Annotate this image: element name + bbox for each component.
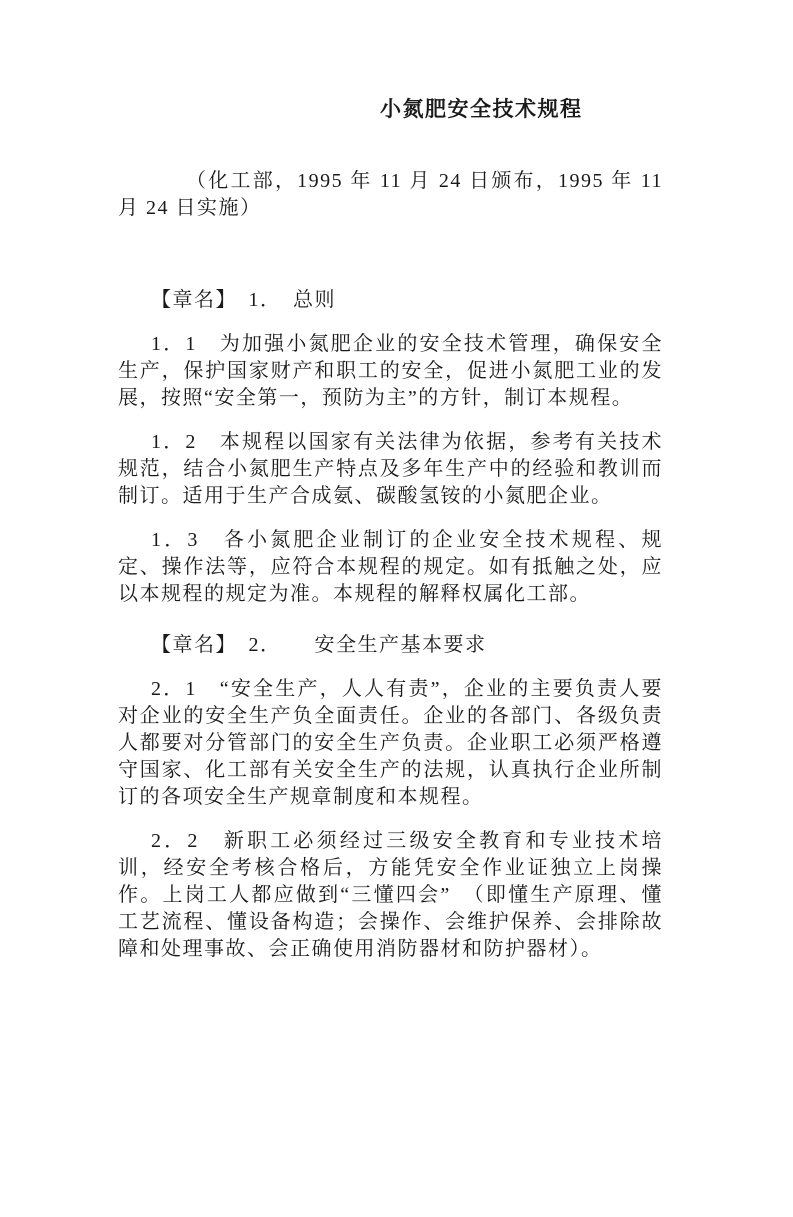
chapter-heading-1: 【章名】 1． 总则 bbox=[151, 289, 336, 311]
paragraph-1-1: 1．1 为加强小氮肥企业的安全技术管理，确保安全生产，保护国家财产和职工的安全，促进小氮肥工业的发展，按照“安全第一，预防为主”的方针，制订本规程。 bbox=[118, 333, 663, 409]
document-title: 小氮肥安全技术规程 bbox=[380, 97, 583, 121]
paragraph-1-3: 1．3 各小氮肥企业制订的企业安全技术规程、规定、操作法等，应符合本规程的规定。如有抵触之处，应以本规程的规定为准。本规程的解释权属化工部。 bbox=[118, 529, 663, 605]
document-page bbox=[0, 95, 793, 1217]
paragraph-1-2: 1．2 本规程以国家有关法律为依据，参考有关技术规范，结合小氮肥生产特点及多年生产中的经验和教训而制订。适用于生产合成氨、碳酸氢铵的小氮肥企业。 bbox=[118, 431, 663, 507]
issuance-note: （化工部，1995 年 11 月 24 日颁布，1995 年 11 月 24 日实施） bbox=[118, 170, 663, 219]
paragraph-2-1: 2．1 “安全生产，人人有责”，企业的主要负责人要对企业的安全生产负全面责任。企业的各部门、各级负责人都要对分管部门的安全生产负责。企业职工必须严格遵守国家、化工部有关安全生产的法规，认真执行企业所制订的各项安全生产规章制度和本规程。 bbox=[118, 678, 663, 808]
chapter-heading-2: 【章名】 2． 安全生产基本要求 bbox=[151, 634, 487, 656]
paragraph-2-2: 2．2 新职工必须经过三级安全教育和专业技术培训，经安全考核合格后，方能凭安全作业证独立上岗操作。上岗工人都应做到“三懂四会” （即懂生产原理、懂工艺流程、懂设备构造；会操作、会维护保养、会排除故障和处理事故、会正确使用消防器材和防护器材）。 bbox=[118, 830, 663, 960]
